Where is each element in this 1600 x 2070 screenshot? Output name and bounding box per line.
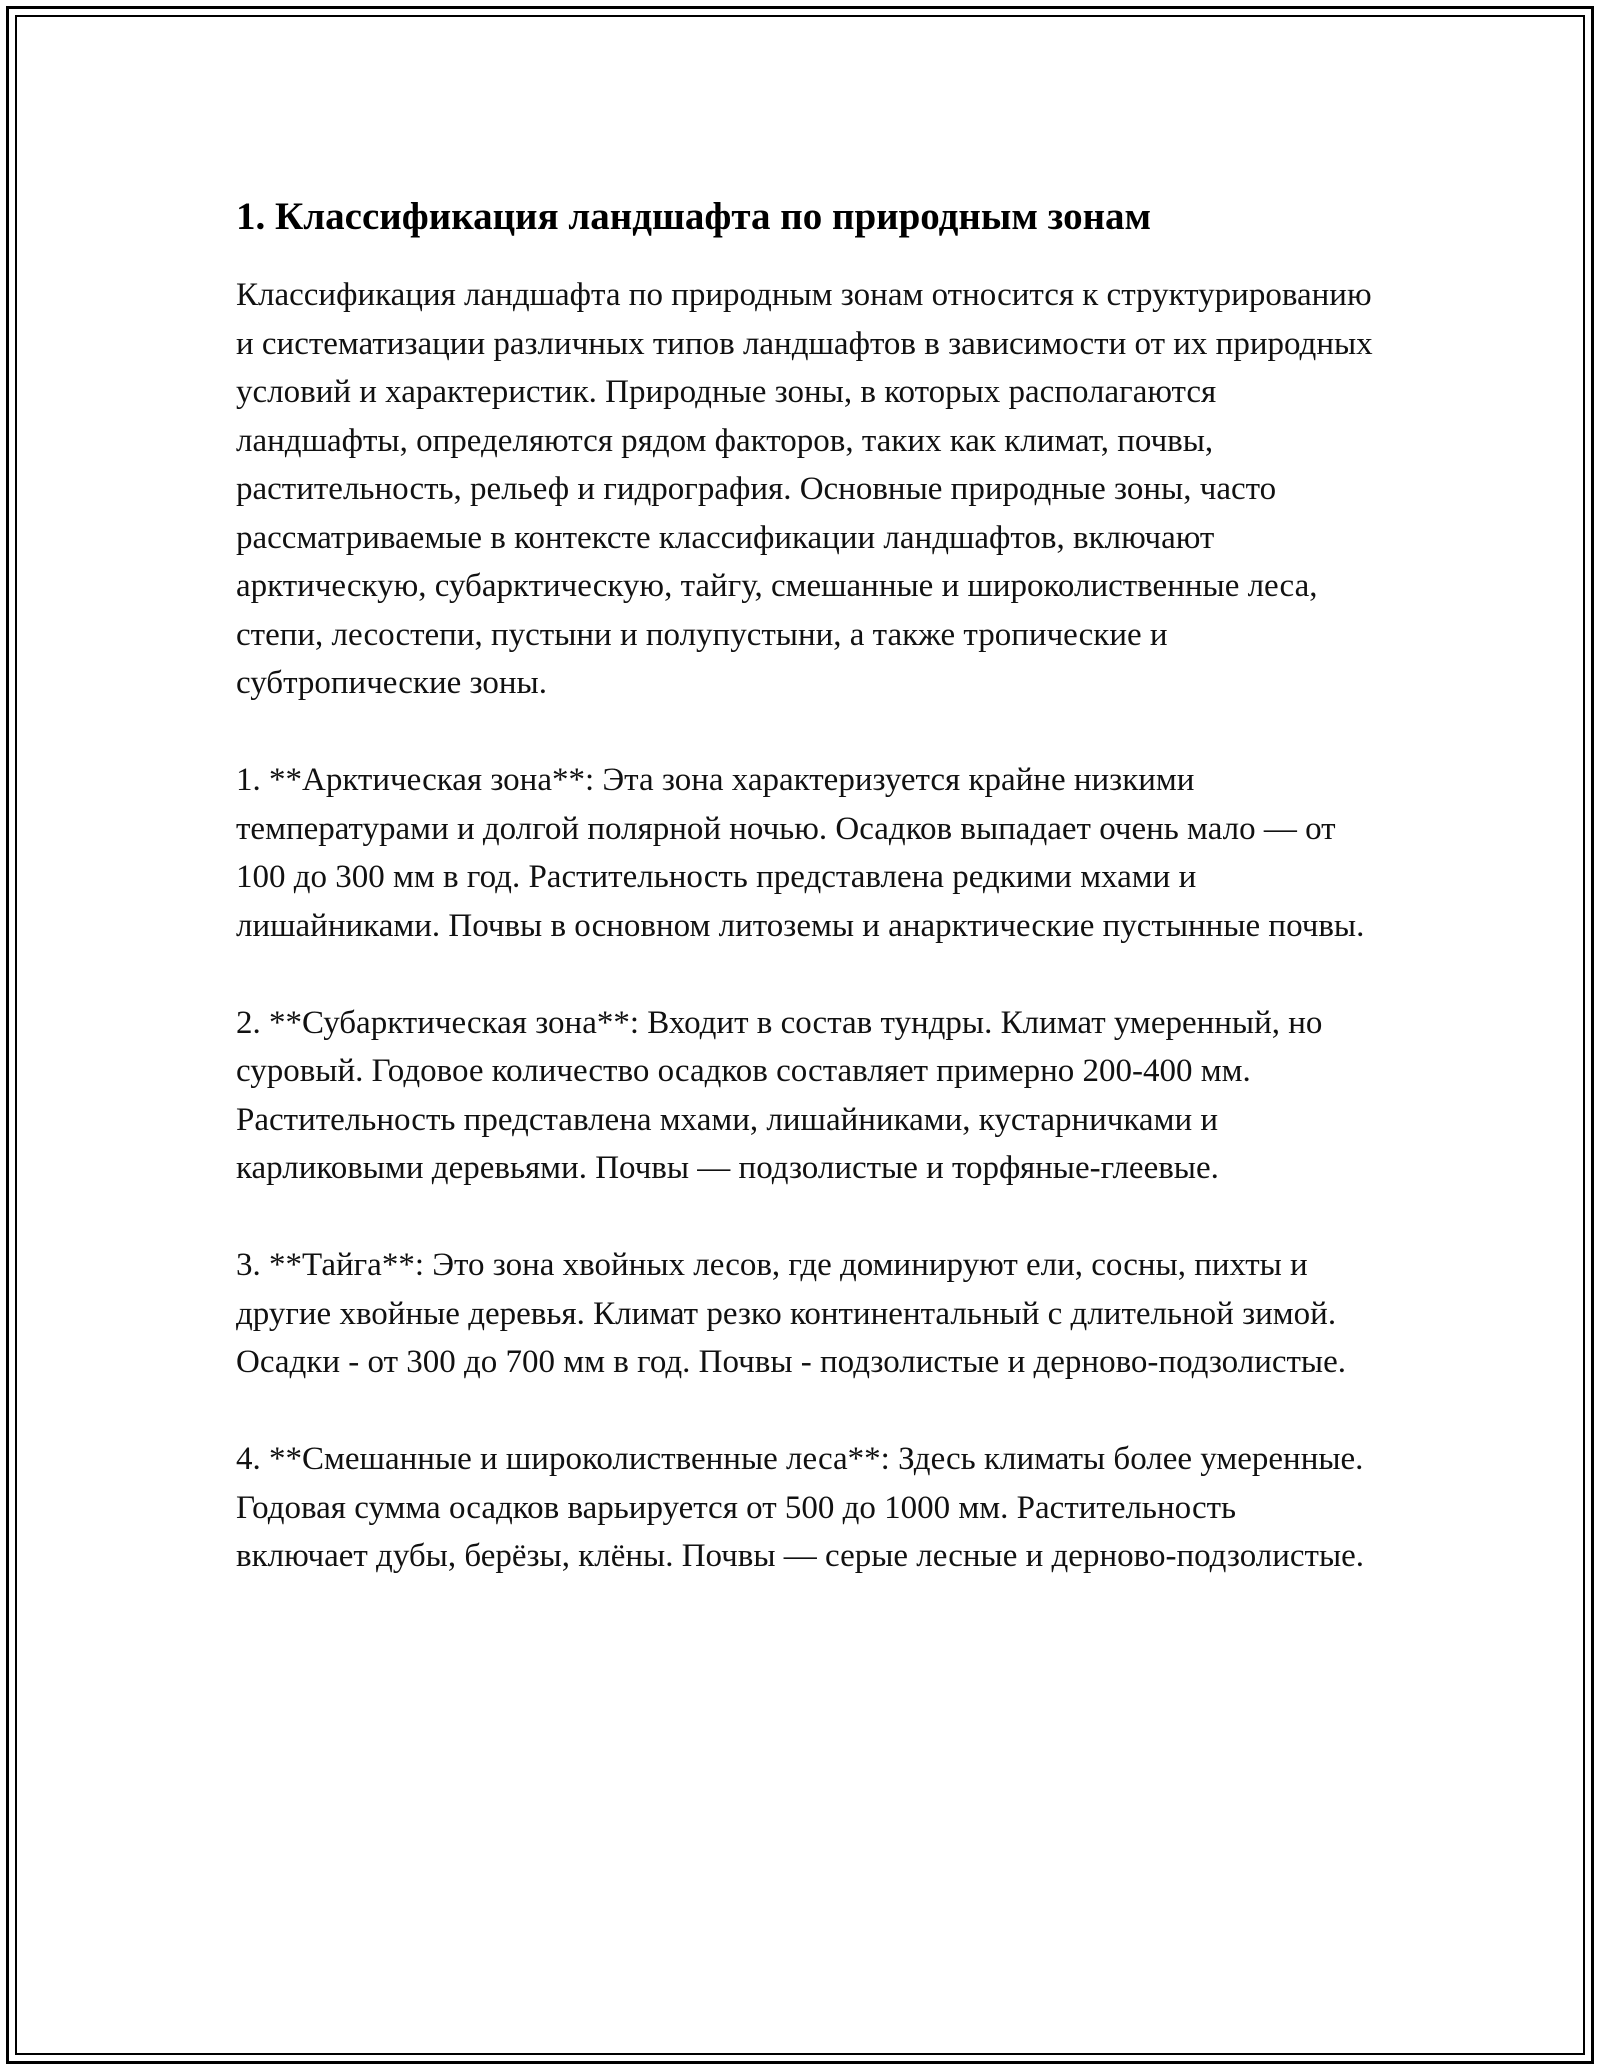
section-heading: 1. Классификация ландшафта по природным зонам xyxy=(236,195,1152,238)
arctic-zone-paragraph: 1. **Арктическая зона**: Эта зона характеризуется крайне низкими температурами и долгой полярной ночью. Осадков выпадает очень мало — от 100 до 300 мм в год. Растительность представлена редкими мхами и лишайниками. Почвы в основном литоземы и анарктические пустынные почвы. xyxy=(236,762,1365,944)
subarctic-zone-paragraph: 2. **Субарктическая зона**: Входит в состав тундры. Климат умеренный, но суровый. Годовое количество осадков составляет примерно 200-400 мм. Растительность представлена мхами, лишайниками, кустарничками и карликовыми деревьями. Почвы — подзолистые и торфяные-глеевые. xyxy=(236,1004,1323,1186)
mixed-forests-paragraph: 4. **Смешанные и широколиственные леса**: Здесь климаты более умеренные. Годовая сумма осадков варьируется от 500 до 1000 мм. Растительность включает дубы, берёзы, клёны. Почвы — серые лесные и дерново-подзолистые. xyxy=(236,1441,1365,1574)
taiga-paragraph: 3. **Тайга**: Это зона хвойных лесов, где доминируют ели, сосны, пихты и другие хвойные деревья. Климат резко континентальный с длительной зимой. Осадки - от 300 до 700 мм в год. Почвы - подзолистые и дерново-подзолистые. xyxy=(236,1247,1346,1380)
document-body xyxy=(236,180,1376,1629)
intro-paragraph: Классификация ландшафта по природным зонам относится к структурированию и систематизации различных типов ландшафтов в зависимости от их природных условий и характеристик. Природные зоны, в которых располагаются ландшафты, определяются рядом факторов, таких как климат, почвы, растительность, рельеф и гидрография. Основные природные зоны, часто рассматриваемые в контексте классификации ландшафтов, включают арктическую, субарктическую, тайгу, смешанные и широколиственные леса, степи, лесостепи, пустыни и полупустыни, а также тропические и субтропические зоны. xyxy=(236,277,1373,701)
